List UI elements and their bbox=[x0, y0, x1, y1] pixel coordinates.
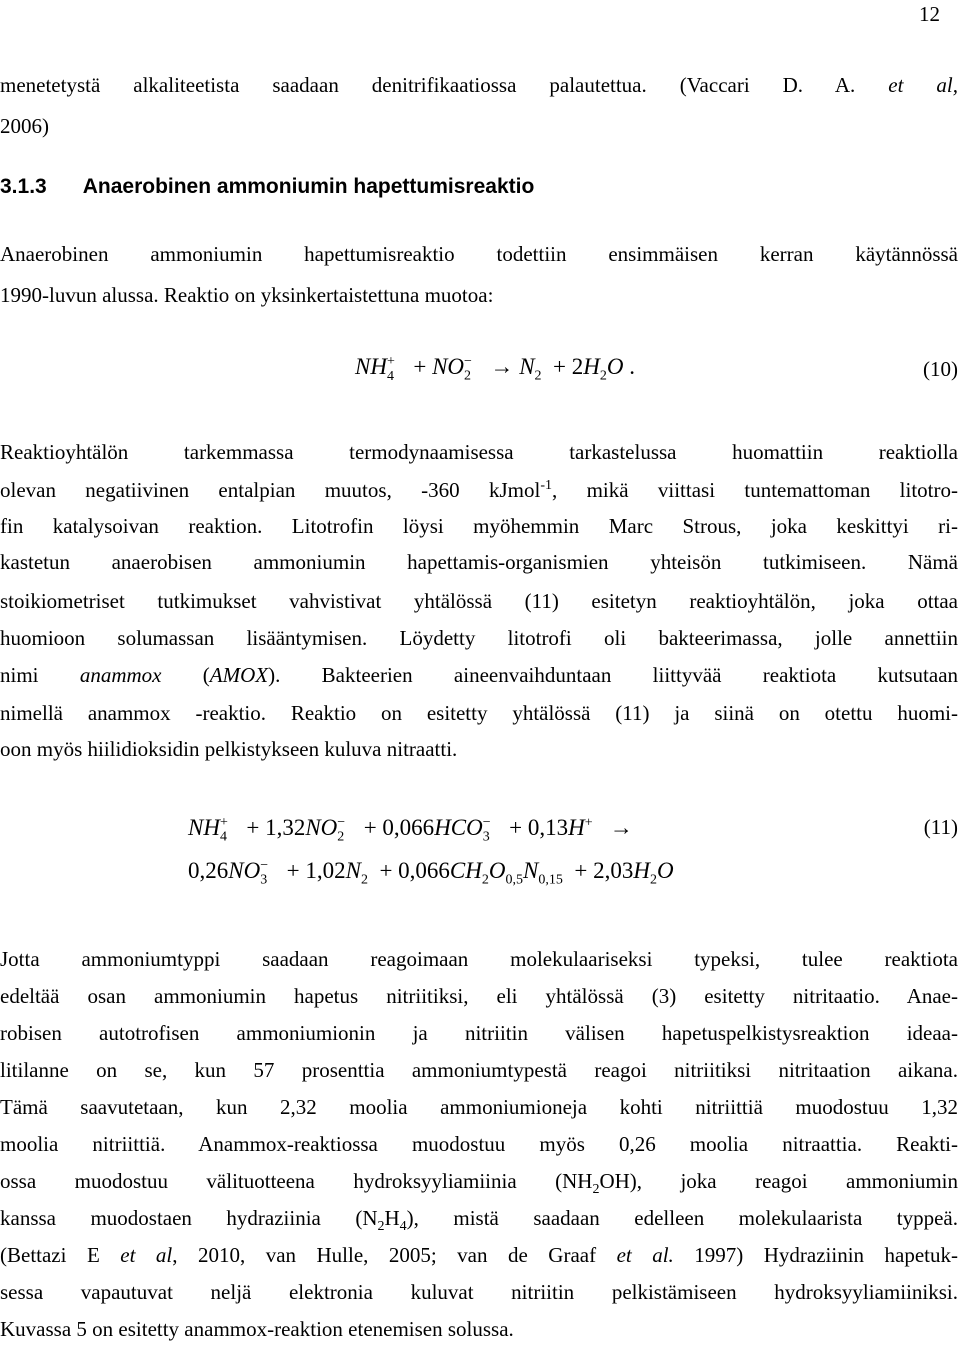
para3-line-7: ossa muodostuu välituotteena hydroksyyliamiinia $(NH_2OH)$, joka reagoi ammoniumin bbox=[0, 1169, 958, 1198]
para2-line-9: oon myös hiilidioksidin pelkistykseen kuluva nitraatti. bbox=[0, 737, 458, 761]
para1-line-1: Anaerobinen ammoniumin hapettumisreaktio todettiin ensimmäisen kerran käytännössä bbox=[0, 242, 958, 266]
para3-line-5: Tämä saavutetaan, kun 2,32 moolia ammoniumioneja kohti nitriittiä muodostuu 1,32 bbox=[0, 1095, 958, 1119]
italic-term: anammox bbox=[79, 663, 162, 687]
para3-line-2: edeltää osan ammoniumin hapetus nitriitiksi, eli yhtälössä (3) esitetty nitritaatio. Anae- bbox=[0, 984, 958, 1008]
intro-italic: et al, bbox=[888, 73, 958, 97]
para2-text: , mikä viittasi tuntemattoman litotro- bbox=[551, 478, 958, 502]
italic-term: AMOX bbox=[209, 663, 269, 687]
para2-line-8: nimellä anammox -reaktio. Reaktio on esitetty yhtälössä (11) ja siinä on otettu huomi- bbox=[0, 701, 958, 725]
para3-line-3: robisen autotrofisen ammoniumionin ja nitriitin välisen hapetuspelkistysreaktion ideaa- bbox=[0, 1021, 958, 1045]
section-number: 3.1.3 bbox=[0, 175, 47, 198]
equation-10-number: (10) bbox=[923, 357, 958, 381]
para3-line-10: sessa vapautuvat neljä elektronia kuluvat nitriitin pelkistämiseen hydroksyyliamiiniksi. bbox=[0, 1280, 958, 1304]
para1-line-2: 1990-luvun alussa. Reaktio on yksinkertaistettuna muotoa: bbox=[0, 283, 494, 307]
para3-line-11: Kuvassa 5 on esitetty anammox-reaktion etenemisen solussa. bbox=[0, 1317, 514, 1341]
para2-text: ). Bakteerien aineenvaihduntaan liittyvää reaktiota kutsutaan bbox=[268, 663, 959, 687]
para3-line-9 bbox=[0, 1243, 958, 1267]
italic-term: et al. bbox=[616, 1243, 674, 1267]
para2-text: nimi bbox=[0, 663, 39, 687]
equation-11-number: (11) bbox=[923, 815, 958, 839]
para2-text: olevan negatiivinen entalpian muutos, -360 kJmol bbox=[0, 478, 541, 502]
para2-line-1: Reaktioyhtälön tarkemmassa termodynaamisessa tarkastelussa huomattiin reaktiolla bbox=[0, 440, 958, 464]
intro-line-2: 2006) bbox=[0, 114, 49, 138]
para2-line-3: fin katalysoivan reaktion. Litotrofin löysi myöhemmin Marc Strous, joka keskittyi ri- bbox=[0, 514, 958, 538]
page-number: 12 bbox=[919, 2, 940, 26]
para3-line-4: litilanne on se, kun 57 prosenttia ammoniumtypestä reagoi nitriitiksi nitritaation aikana. bbox=[0, 1058, 958, 1082]
para3-line-8: kanssa muodostaen hydraziinia $(N_2H_4)$, mistä saadaan edelleen molekulaarista typpeä. bbox=[0, 1206, 959, 1235]
section-title: Anaerobinen ammoniumin hapettumisreaktio bbox=[82, 175, 535, 198]
intro-text: menetetystä alkaliteetista saadaan denitrifikaatiossa palautettua. (Vaccari D. A. bbox=[0, 73, 856, 97]
para2-line-2 bbox=[0, 478, 958, 502]
equation-11-line-2: $0,26NO_3^- + 1,02N_2 + 0,066CH_2O_{0,5}N_{0,15} + 2,03H_2O$ bbox=[188, 858, 674, 888]
para3-text: , 2010, van Hulle, 2005; van de Graaf bbox=[172, 1243, 597, 1267]
section-heading bbox=[0, 175, 534, 199]
para3-text: 1997) Hydraziinin hapetuk- bbox=[694, 1243, 958, 1267]
intro-line-1 bbox=[0, 73, 958, 97]
equation-10: $NH_4^+ + NO_2^- \to N_2 + 2H_2O$ . bbox=[355, 354, 636, 384]
para2-line-6: huomioon solumassan lisääntymisen. Löydetty litotrofi oli bakteerimassa, jolle annettiin bbox=[0, 626, 958, 650]
para3-text: (Bettazi E bbox=[0, 1243, 100, 1267]
para2-line-7 bbox=[0, 663, 958, 687]
para3-line-1: Jotta ammoniumtyppi saadaan reagoimaan molekulaariseksi typeksi, tulee reaktiota bbox=[0, 947, 958, 971]
italic-term: et al bbox=[120, 1243, 173, 1267]
para3-line-6: moolia nitriittiä. Anammox-reaktiossa muodostuu myös 0,26 moolia nitraattia. Reakti- bbox=[0, 1132, 958, 1156]
superscript: -1 bbox=[540, 478, 552, 493]
equation-11-line-1: $NH_4^+ + 1,32NO_2^- + 0,066HCO_3^- + 0,13H^+$ → bbox=[188, 815, 633, 845]
para2-text: ( bbox=[202, 663, 210, 687]
para2-line-4: kastetun anaerobisen ammoniumin hapettamis-organismien yhteisön tutkimiseen. Nämä bbox=[0, 550, 958, 574]
para2-line-5: stoikiometriset tutkimukset vahvistivat yhtälössä (11) esitetyn reaktioyhtälön, joka ottaa bbox=[0, 589, 958, 613]
